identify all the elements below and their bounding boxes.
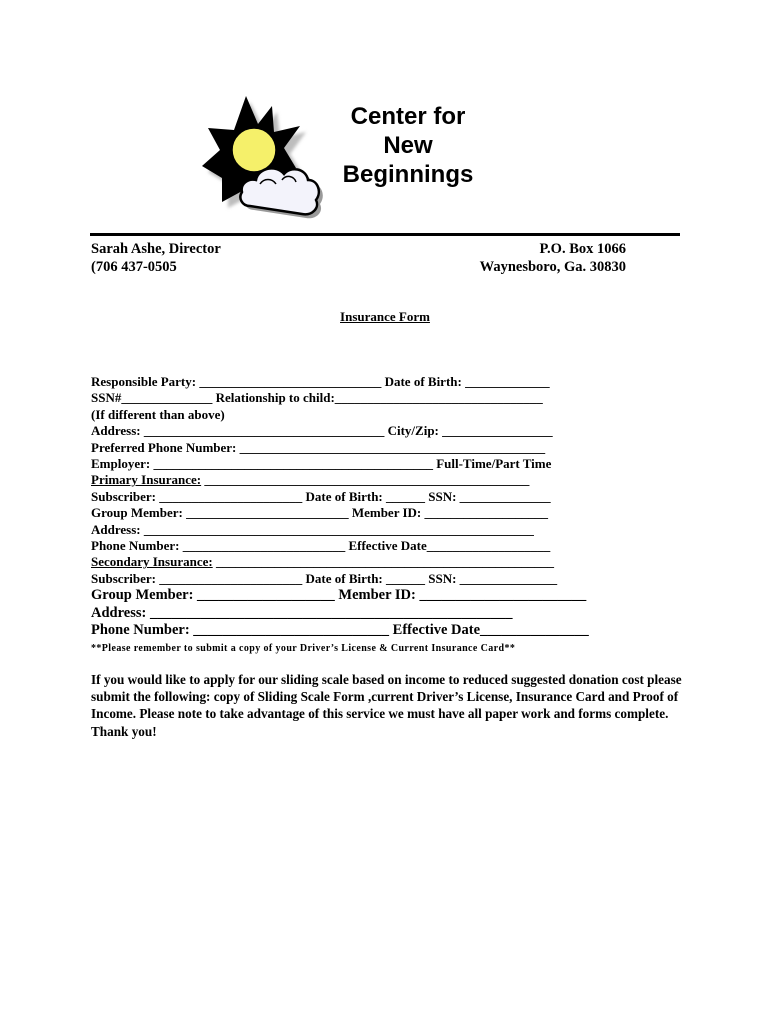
contact-left (91, 240, 221, 276)
form-fields (91, 374, 651, 657)
secondary-address-line[interactable]: Address: __________________________________________________ (91, 604, 513, 621)
primary-phone-effective-line[interactable]: Phone Number: _________________________ Effective Date___________________ (91, 538, 551, 554)
organization-name-line: New (383, 132, 433, 159)
director-name: Sarah Ashe, Director (91, 241, 221, 257)
organization-name (320, 102, 496, 189)
organization-name-line: Center for (350, 103, 466, 130)
sun-disc (232, 128, 276, 172)
secondary-phone-effective-line[interactable]: Phone Number: ___________________________ Effective Date_______________ (91, 622, 589, 639)
primary-subscriber-line[interactable]: Subscriber: ______________________ Date of Birth: ______ SSN: ______________ (91, 488, 551, 504)
preferred-phone-line[interactable]: Preferred Phone Number: _______________________________________________ (91, 439, 546, 455)
phone-number: (706 437-0505 (91, 259, 177, 275)
secondary-group-member-line[interactable]: Group Member: ___________________ Member ID: _______________________ (91, 587, 587, 604)
employer-line[interactable]: Employer: ___________________________________________ Full-Time/Part Time (91, 456, 552, 472)
submission-note: **Please remember to submit a copy of your Driver’s License & Current Insurance Card** (91, 643, 516, 655)
primary-address-line[interactable]: Address: ____________________________________________________________ (91, 521, 534, 537)
sliding-scale-paragraph: If you would like to apply for our sliding scale based on income to reduced suggested donation cost please submit the following: copy of Sliding Scale Form ,current Driver’s License, Insurance Card and Proof of Income. Please note to take advantage of this service we must have all paper work and forms complete. Thank you! (91, 672, 682, 739)
secondary-insurance-field[interactable]: ____________________________________________________ (215, 554, 554, 570)
form-title: Insurance Form (340, 309, 430, 324)
sun-behind-cloud-icon (198, 88, 326, 220)
primary-insurance-line[interactable] (91, 472, 651, 488)
primary-insurance-field[interactable]: __________________________________________________ (204, 472, 530, 488)
responsible-party-line[interactable]: Responsible Party: ____________________________ Date of Birth: _____________ (91, 374, 550, 389)
ssn-relationship-line[interactable]: SSN#______________ Relationship to child:________________________________ (91, 390, 543, 406)
secondary-subscriber-line[interactable]: Subscriber: ______________________ Date of Birth: ______ SSN: _______________ (91, 570, 558, 586)
primary-insurance-label: Primary Insurance: (91, 472, 202, 488)
header-divider (90, 233, 680, 236)
secondary-insurance-label: Secondary Insurance: (91, 554, 213, 570)
if-different-note: (If different than above) (91, 406, 225, 422)
contact-right (430, 240, 626, 276)
organization-name-line: Beginnings (342, 161, 474, 188)
po-box: P.O. Box 1066 (539, 241, 626, 257)
secondary-insurance-line[interactable] (91, 554, 651, 570)
address-city-zip-line[interactable]: Address: _____________________________________ City/Zip: _________________ (91, 423, 553, 439)
primary-group-member-line[interactable]: Group Member: _________________________ Member ID: ___________________ (91, 505, 549, 521)
city-state-zip: Waynesboro, Ga. 30830 (479, 259, 626, 275)
